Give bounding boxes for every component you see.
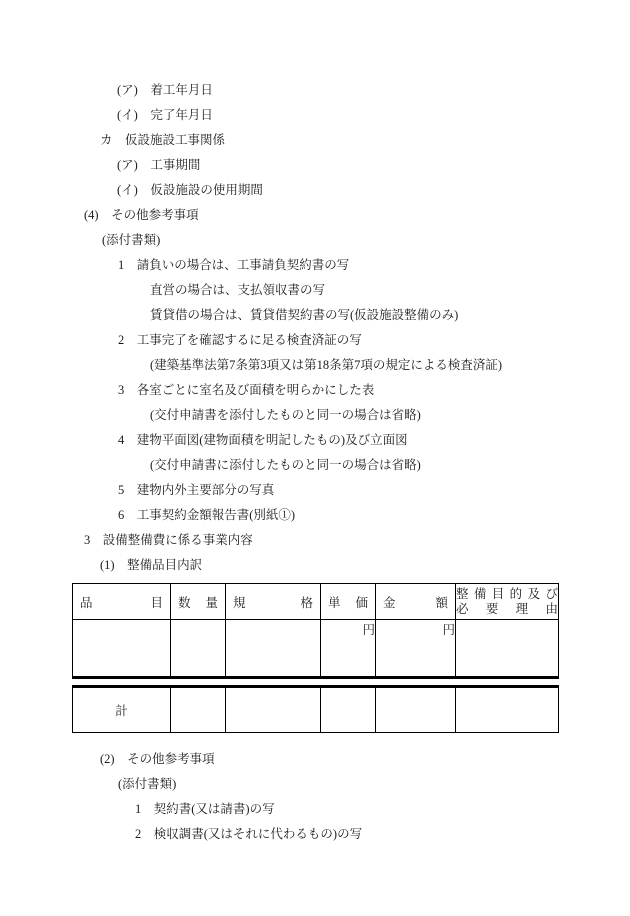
- doc-line: 6 工事契約金額報告書(別紙①): [118, 508, 296, 522]
- doc-line: (添付書類): [118, 777, 177, 791]
- doc-line: 賃貸借の場合は、賃貸借契約書の写(仮設施設整備のみ): [150, 308, 459, 322]
- col-header-spec: [226, 584, 321, 620]
- col-header-amount: [376, 584, 456, 620]
- empty-cell: [226, 687, 321, 733]
- doc-line: 3 各室ごとに室名及び面積を明らかにした表: [118, 383, 375, 397]
- unit-price-yen-label: 円: [321, 620, 376, 678]
- empty-cell: [456, 620, 559, 678]
- doc-line: (交付申請書を添付したものと同一の場合は省略): [150, 408, 421, 422]
- empty-cell: [171, 620, 226, 678]
- col-header-quantity-label: 数 量: [178, 595, 218, 610]
- empty-cell: [73, 620, 171, 678]
- subsection-heading-breakdown: (1) 整備品目内訳: [100, 558, 203, 572]
- doc-line: 1 請負いの場合は、工事請負契約書の写: [118, 258, 350, 272]
- col-header-amount-label: 金 額: [383, 595, 448, 610]
- table-header-row: [73, 584, 559, 620]
- col-header-unit-price: [321, 584, 376, 620]
- equipment-breakdown-table: [72, 583, 559, 679]
- doc-line: 2 工事完了を確認するに足る検査済証の写: [118, 333, 362, 347]
- doc-line: 5 建物内外主要部分の写真: [118, 483, 275, 497]
- doc-line: 4 建物平面図(建物面積を明記したもの)及び立面図: [118, 433, 408, 447]
- empty-cell: [226, 620, 321, 678]
- table-total-row: [73, 687, 559, 733]
- col-header-purpose: [456, 584, 559, 620]
- doc-line: (ア) 工事期間: [117, 158, 201, 172]
- empty-cell: [376, 687, 456, 733]
- empty-cell: [456, 687, 559, 733]
- col-header-purpose-line1: 整 備 目 的 及 び: [456, 586, 558, 601]
- table-empty-row: [73, 620, 559, 678]
- col-header-quantity: [171, 584, 226, 620]
- doc-line: (建築基準法第7条第3項又は第18条第7項の規定による検査済証): [150, 358, 503, 372]
- doc-line: (4) その他参考事項: [84, 208, 199, 222]
- doc-line: (イ) 仮設施設の使用期間: [117, 183, 263, 197]
- col-header-item-label: 品 目: [80, 595, 163, 610]
- doc-line: 2 検収調書(又はそれに代わるもの)の写: [135, 827, 363, 841]
- doc-line: 直営の場合は、支払領収書の写: [150, 283, 326, 297]
- doc-line: (添付書類): [102, 233, 161, 247]
- doc-line: カ 仮設施設工事関係: [100, 133, 226, 147]
- col-header-unit-price-label: 単 価: [328, 595, 368, 610]
- col-header-spec-label: 規 格: [233, 595, 313, 610]
- section-heading-equipment: 3 設備整備費に係る事業内容: [84, 533, 253, 547]
- table-total-block: [72, 685, 559, 733]
- doc-line: (交付申請書に添付したものと同一の場合は省略): [150, 458, 421, 472]
- amount-yen-label: 円: [376, 620, 456, 678]
- col-header-purpose-line2: 必 要 理 由: [456, 601, 558, 616]
- doc-line: (2) その他参考事項: [100, 752, 215, 766]
- doc-line: (ア) 着工年月日: [117, 83, 213, 97]
- empty-cell: [171, 687, 226, 733]
- equipment-breakdown-table-wrap: [72, 583, 558, 733]
- empty-cell: [321, 687, 376, 733]
- doc-line: 1 契約書(又は請書)の写: [135, 802, 275, 816]
- doc-line: (イ) 完了年月日: [117, 108, 213, 122]
- total-label-cell: 計: [73, 687, 171, 733]
- col-header-item: [73, 584, 171, 620]
- lower-text-block: [0, 747, 630, 847]
